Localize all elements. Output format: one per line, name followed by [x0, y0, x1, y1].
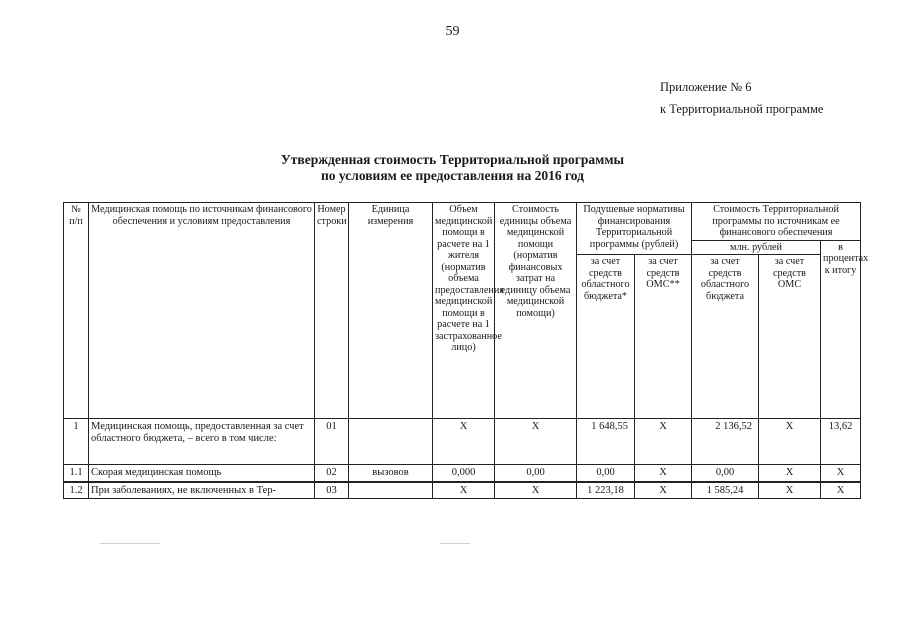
- cell-volume: Х: [433, 419, 495, 465]
- appendix-reference: к Территориальной программе: [660, 102, 824, 116]
- cell-unit-cost: Х: [495, 419, 577, 465]
- cell-num: 1: [64, 419, 89, 465]
- header-percent: в процентах к итогу: [821, 240, 861, 419]
- cell-volume: 0,000: [433, 465, 495, 482]
- cell-unit: [349, 482, 433, 499]
- cell-pc-regional: 1 223,18: [577, 482, 635, 499]
- cell-cost-oms: Х: [759, 465, 821, 482]
- cell-cost-oms: Х: [759, 419, 821, 465]
- cell-name: Скорая медицинская помощь: [89, 465, 315, 482]
- header-per-capita: Подушевые нормативы финансирования Территориальной программы (рублей): [577, 203, 692, 255]
- cell-percent: Х: [821, 482, 861, 499]
- table-row: [64, 419, 861, 465]
- cell-unit: [349, 419, 433, 465]
- header-name: Медицинская помощь по источникам финансового обеспечения и условиям предоставления: [89, 203, 315, 419]
- cell-pc-oms: Х: [635, 465, 692, 482]
- cell-name: При заболеваниях, не включенных в Тер-: [89, 482, 315, 499]
- header-row-1: [64, 203, 861, 241]
- cell-row: 02: [315, 465, 349, 482]
- table-row: [64, 482, 861, 499]
- cell-row: 03: [315, 482, 349, 499]
- cell-pc-oms: Х: [635, 482, 692, 499]
- header-mln-rub: млн. рублей: [692, 240, 821, 255]
- cell-num: 1.1: [64, 465, 89, 482]
- title-line-2: по условиям ее предоставления на 2016 год: [321, 168, 584, 183]
- cell-cost-regional: 1 585,24: [692, 482, 759, 499]
- cell-pc-oms: Х: [635, 419, 692, 465]
- header-per-capita-oms: за счет средств ОМС**: [635, 255, 692, 419]
- header-per-capita-regional: за счет средств областного бюджета*: [577, 255, 635, 419]
- cell-percent: Х: [821, 465, 861, 482]
- scan-artifact-line: [100, 543, 160, 544]
- cell-cost-regional: 2 136,52: [692, 419, 759, 465]
- cell-volume: Х: [433, 482, 495, 499]
- cell-unit-cost: Х: [495, 482, 577, 499]
- header-unit: Единица измерения: [349, 203, 433, 419]
- cell-cost-regional: 0,00: [692, 465, 759, 482]
- header-cost-regional: за счет средств областного бюджета: [692, 255, 759, 419]
- header-cost-oms: за счет средств ОМС: [759, 255, 821, 419]
- document-title: [0, 152, 905, 184]
- table-row: [64, 465, 861, 482]
- header-unit-cost: Стоимость единицы объема медицинской помощи (норматив финансовых затрат на единицу объема медицинской помощи): [495, 203, 577, 419]
- cell-pc-regional: 1 648,55: [577, 419, 635, 465]
- cell-num: 1.2: [64, 482, 89, 499]
- scan-artifact-line: [440, 543, 470, 544]
- cost-table: [63, 202, 869, 499]
- header-total-cost: Стоимость Территориальной программы по источникам ее финансового обеспечения: [692, 203, 861, 241]
- cell-row: 01: [315, 419, 349, 465]
- appendix-label: Приложение № 6: [660, 80, 752, 94]
- page-number: 59: [445, 24, 460, 39]
- cell-unit: вызовов: [349, 465, 433, 482]
- cell-name: Медицинская помощь, предоставленная за счет областного бюджета, – всего в том числе:: [89, 419, 315, 465]
- header-volume: Объем медицинской помощи в расчете на 1 жителя (норматив объема предоставления медицинской помощи в расчете на 1 застрахованное лицо): [433, 203, 495, 419]
- header-row-number: Номер строки: [315, 203, 349, 419]
- cell-unit-cost: 0,00: [495, 465, 577, 482]
- cell-cost-oms: Х: [759, 482, 821, 499]
- cell-pc-regional: 0,00: [577, 465, 635, 482]
- title-line-1: Утвержденная стоимость Территориальной программы: [280, 152, 625, 167]
- header-num: № п/п: [64, 203, 89, 419]
- cell-percent: 13,62: [821, 419, 861, 465]
